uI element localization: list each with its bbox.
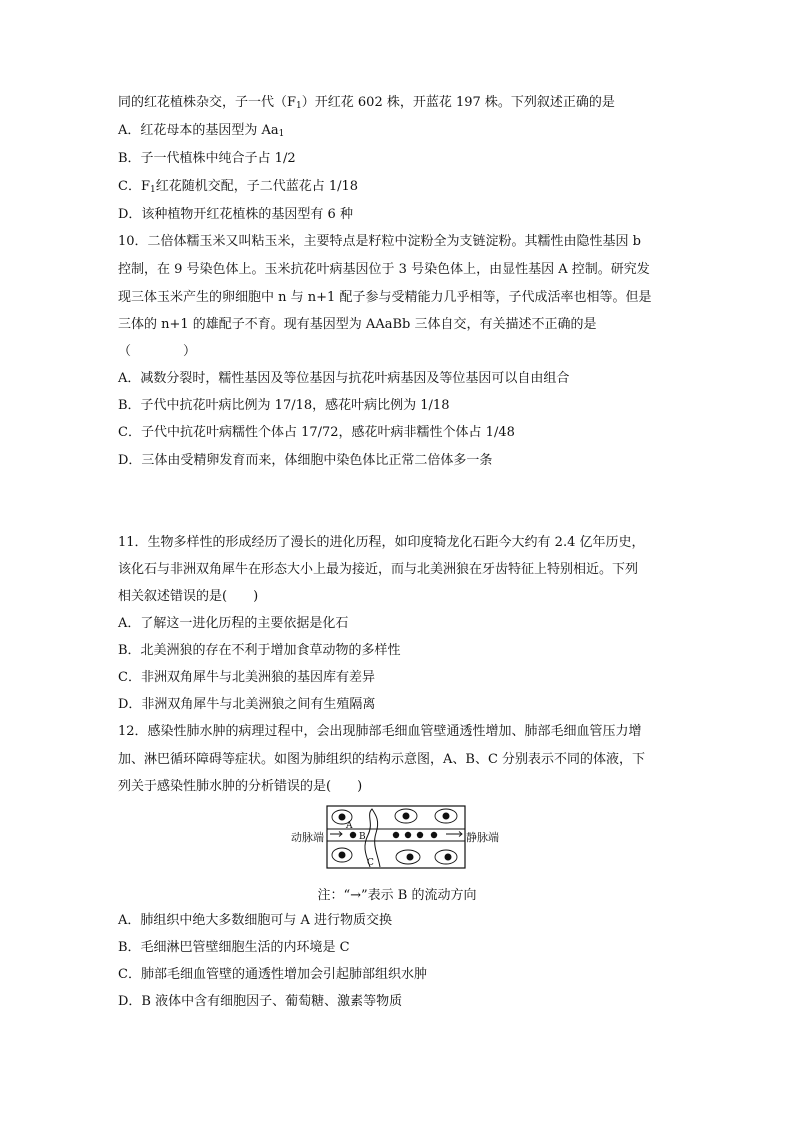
cell-nucleus <box>445 854 452 861</box>
q12-stem-line2: 加、淋巴循环障碍等症状。如图为肺组织的结构示意图，A、B、C 分别表示不同的体液，下 <box>118 752 646 767</box>
blood-cell <box>350 832 356 838</box>
q9-option-c-prefix: C．F <box>118 179 150 194</box>
cell-nucleus <box>339 852 346 859</box>
q12-option-d: D．B 液体中含有细胞因子、葡萄糖、激素等物质 <box>118 994 403 1009</box>
q12-option-c: C．肺部毛细血管壁的通透性增加会引起肺部组织水肿 <box>118 967 427 982</box>
q12-option-a: A．肺组织中绝大多数细胞可与 A 进行物质交换 <box>118 913 393 928</box>
q12-option-b: B．毛细淋巴管壁细胞生活的内环境是 C <box>118 940 350 955</box>
q9-stem-part2: ）开红花 602 株，开蓝花 197 株。下列叙述正确的是 <box>301 95 615 110</box>
blood-cell <box>431 832 437 838</box>
q11-option-a: A．了解这一进化历程的主要依据是化石 <box>118 616 349 631</box>
cell-nucleus <box>339 814 346 821</box>
q12-stem-line1: 12．感染性肺水肿的病理过程中，会出现肺部毛细血管壁通透性增加、肺部毛细血管压力增 <box>118 724 642 739</box>
q9-option-d: D．该种植物开红花植株的基因型有 6 种 <box>118 207 353 222</box>
figure-label-arterial-end: 动脉端 <box>291 831 324 844</box>
label-a: A <box>346 821 353 831</box>
q10-option-b: B．子代中抗花叶病比例为 17/18，感花叶病比例为 1/18 <box>118 398 450 413</box>
q9-option-c-subscript: 1 <box>149 185 156 195</box>
cell-nucleus <box>407 854 414 861</box>
q9-stem <box>118 94 615 115</box>
q9-option-a-text: A．红花母本的基因型为 Aa <box>118 123 279 138</box>
cell-nucleus <box>403 813 410 820</box>
cell-nucleus <box>443 813 450 820</box>
label-c: C <box>367 858 374 868</box>
q10-option-c: C．子代中抗花叶病糯性个体占 17/72，感花叶病非糯性个体占 1/48 <box>118 425 515 440</box>
q11-option-c: C．非洲双角犀牛与北美洲狼的基因库有差异 <box>118 670 375 685</box>
q10-stem-line4: 三体的 n+1 的雄配子不育。现有基因型为 AAaBb 三体自交，有关描述不正确的是 <box>118 317 597 332</box>
q9-option-c <box>118 178 358 199</box>
q9-option-a <box>118 122 284 143</box>
q11-stem-line2: 该化石与非洲双角犀牛在形态大小上最为接近，而与北美洲狼在牙齿特征上特别相近。下列 <box>118 562 639 577</box>
label-b: B <box>359 832 366 842</box>
q9-option-b: B．子一代植株中纯合子占 1/2 <box>118 151 296 166</box>
blood-cell <box>405 832 411 838</box>
figure-label-venous-end: 静脉端 <box>466 831 499 844</box>
q9-stem-subscript: 1 <box>296 101 302 111</box>
q11-option-d: D．非洲双角犀牛与北美洲狼之间有生殖隔离 <box>118 697 376 712</box>
q10-stem-line2: 控制，在 9 号染色体上。玉米抗花叶病基因位于 3 号染色体上，由显性基因 A 控制。研究发 <box>118 262 650 277</box>
q10-option-d: D．三体由受精卵发育而来，体细胞中染色体比正常二倍体多一条 <box>118 453 493 468</box>
q11-option-b: B．北美洲狼的存在不利于增加食草动物的多样性 <box>118 643 401 658</box>
q9-option-a-subscript: 1 <box>278 129 285 139</box>
q12-stem-line3: 列关于感染性肺水肿的分析错误的是( ) <box>118 779 363 794</box>
blood-cell <box>417 832 423 838</box>
blood-cell <box>393 832 399 838</box>
q9-stem-part1: 同的红花植株杂交，子一代（F <box>118 95 297 110</box>
q11-stem-line1: 11．生物多样性的形成经历了漫长的进化历程，如印度犄龙化石距今大约有 2.4 亿年历史， <box>118 535 645 550</box>
q10-answer-blank: （ ） <box>118 344 197 359</box>
q11-stem-line3: 相关叙述错误的是( ) <box>118 589 259 604</box>
q10-stem-line3: 现三体玉米产生的卵细胞中 n 与 n+1 配子参与受精能力几乎相等，子代成活率也相等。但是 <box>118 290 652 305</box>
q10-option-a: A．减数分裂时，糯性基因及等位基因与抗花叶病基因及等位基因可以自由组合 <box>118 371 570 386</box>
q10-stem-line1: 10．二倍体糯玉米又叫粘玉米，主要特点是籽粒中淀粉全为支链淀粉。其糯性由隐性基因 b <box>118 234 641 249</box>
q9-option-c-rest: 红花随机交配，子二代蓝花占 1/18 <box>155 179 359 194</box>
lung-tissue-diagram <box>326 805 466 869</box>
figure-caption: 注：“→”表示 B 的流动方向 <box>317 888 477 903</box>
